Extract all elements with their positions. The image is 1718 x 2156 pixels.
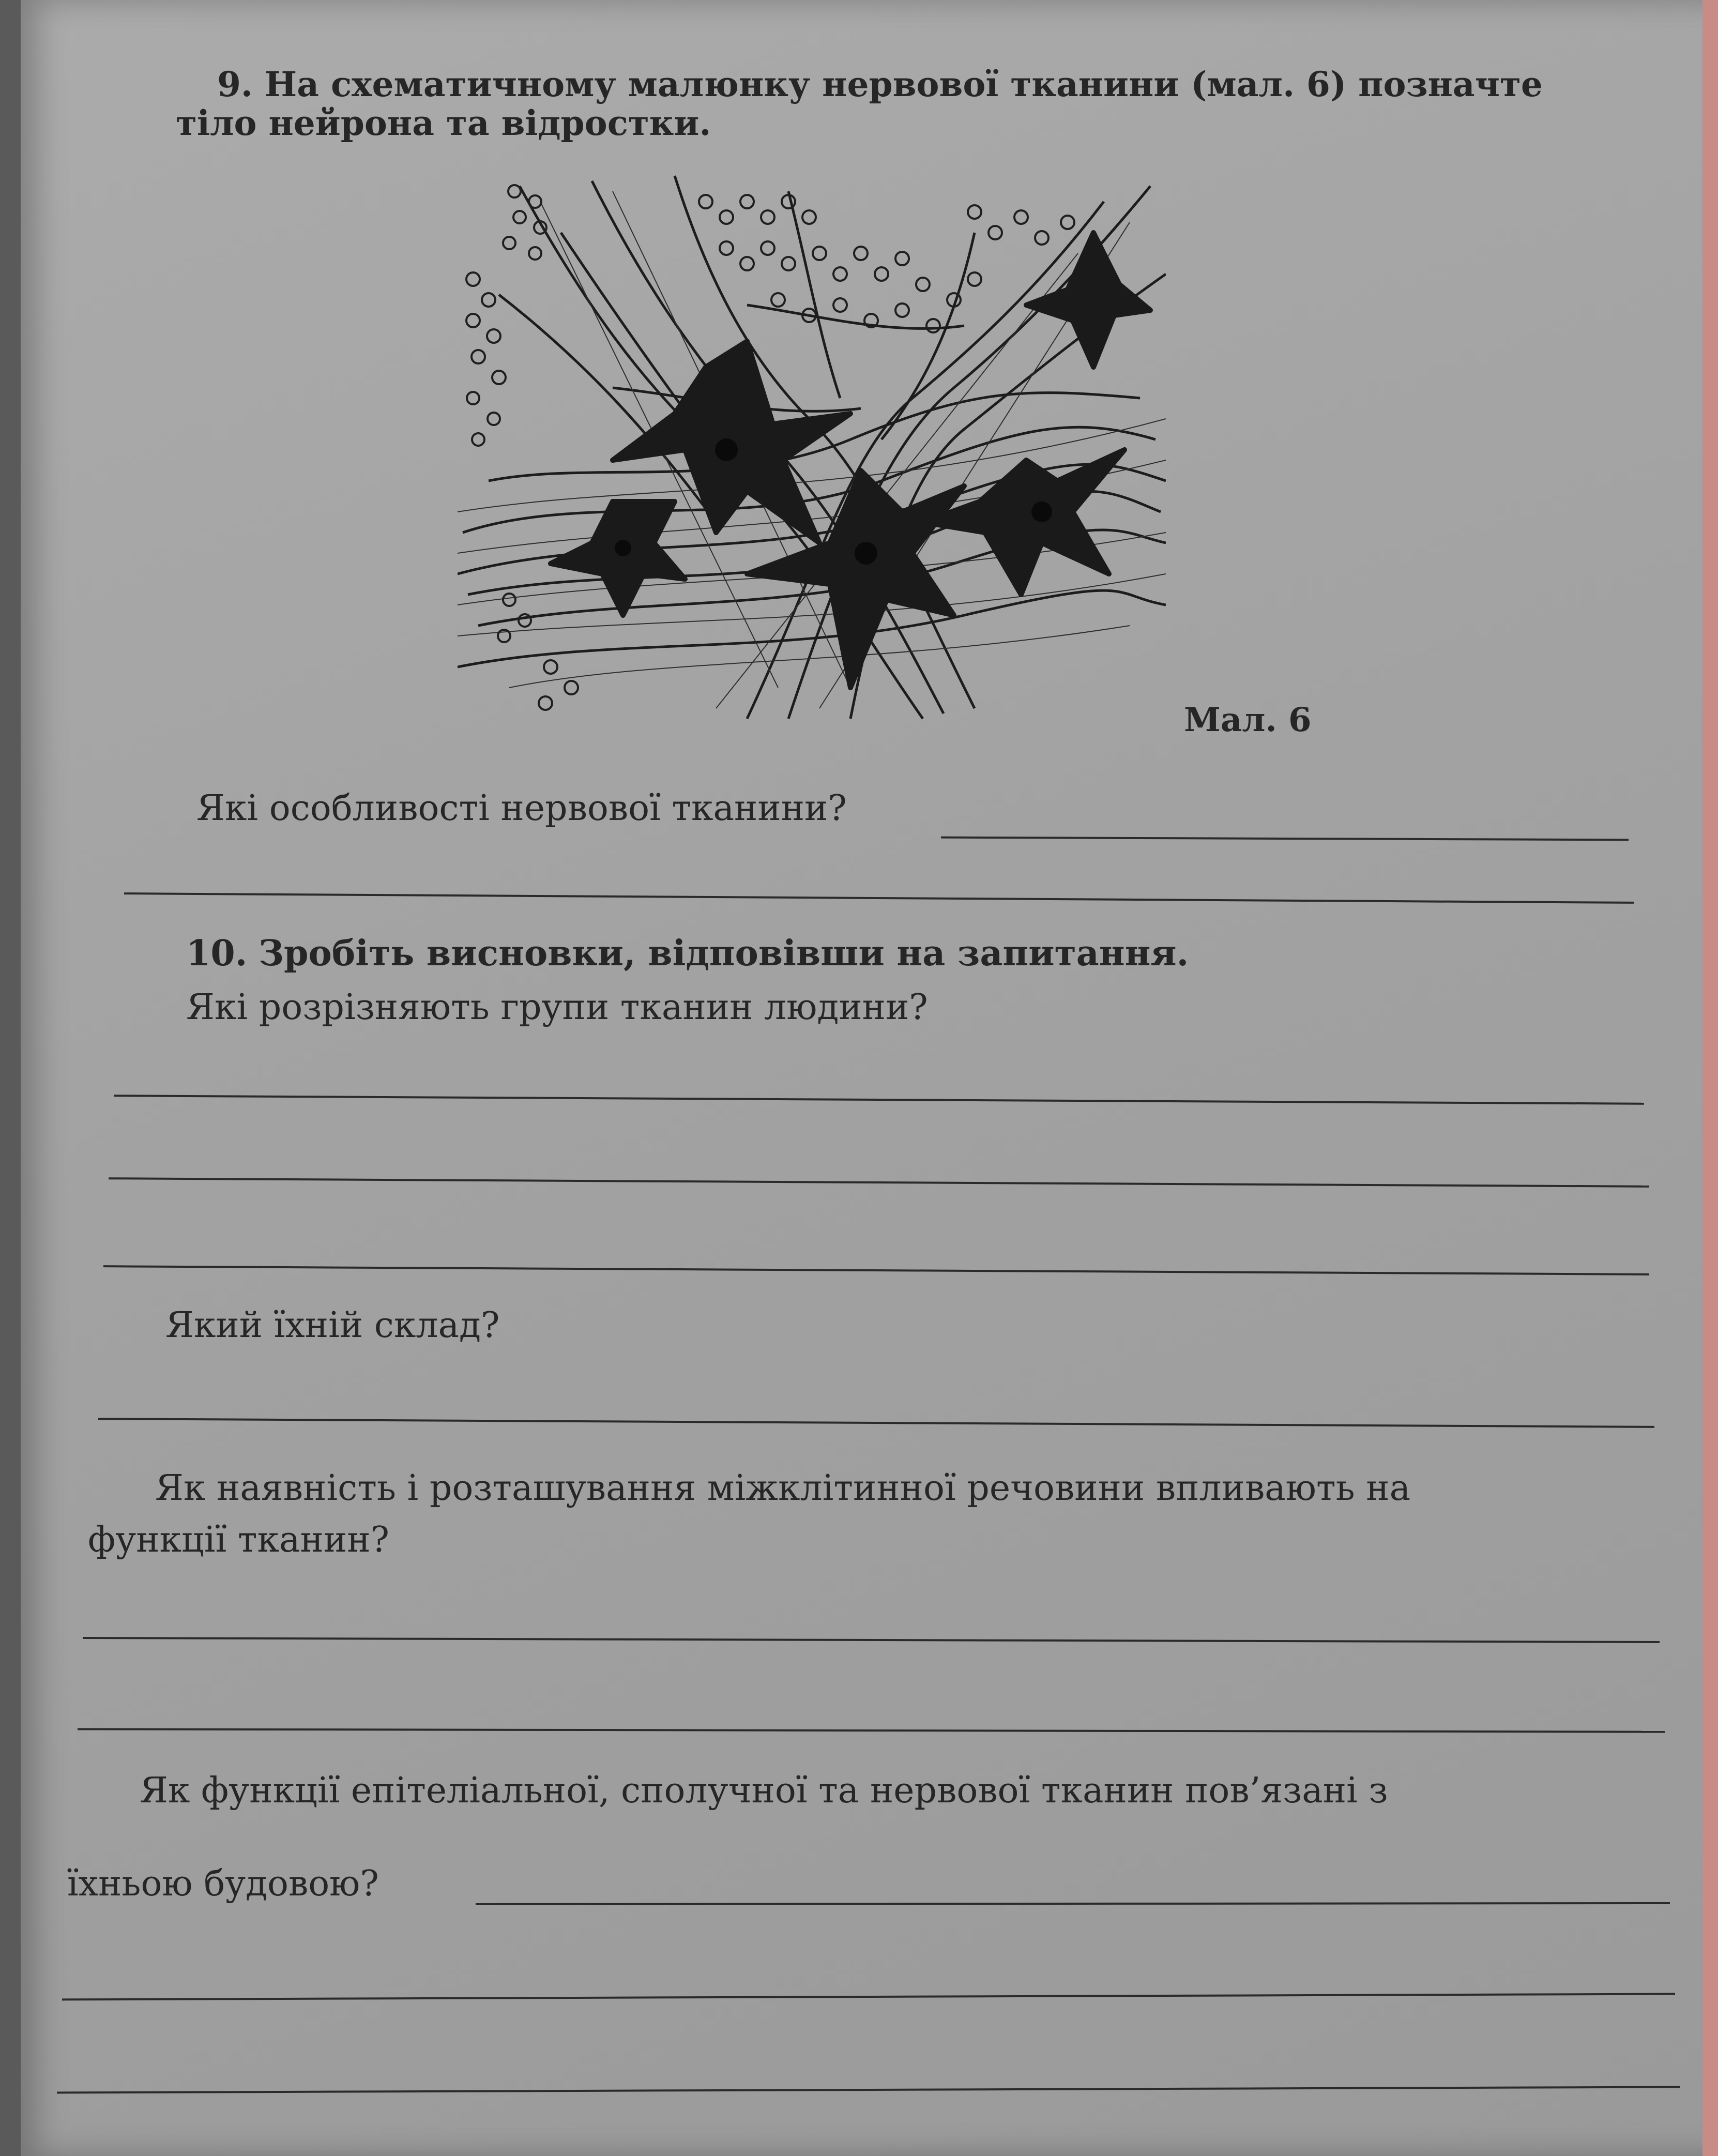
answer-line-composition[interactable] [98,1418,1654,1428]
page-edge [1702,0,1718,2156]
neuron-bodies [551,233,1150,688]
answer-line-groups-3[interactable] [103,1265,1649,1276]
question-functions-line2: їхньою будовою? [67,1863,379,1904]
task9-line1 [217,64,1543,104]
answer-line-features-2[interactable] [124,892,1634,904]
question-features: Які особливості нервової тканини? [196,788,847,829]
answer-line-groups-2[interactable] [109,1177,1649,1188]
question-intercellular-line1: Як наявність і розташування міжклітинної речовини впливають на [155,1468,1411,1509]
task10-text: Зробіть висновки, відповівши на запитання. [258,933,1189,974]
answer-line-features-1[interactable] [941,837,1629,841]
workbook-page [21,0,1718,2156]
figure-caption: Мал. 6 [1184,701,1312,739]
answer-line-functions-1[interactable] [476,1902,1670,1905]
task9-number: 9. [217,64,253,104]
answer-line-functions-2[interactable] [62,1993,1675,2001]
task9-text1: На схематичному малюнку нервової тканини (мал. 6) позначте [264,64,1543,104]
question-composition: Який їхній склад? [165,1305,500,1346]
question-functions-line1: Як функції епітеліальної, сполучної та нервової тканин пов’язані з [140,1770,1388,1811]
answer-line-intercellular-2[interactable] [78,1728,1665,1733]
answer-line-functions-3[interactable] [57,2086,1680,2094]
question-intercellular-line2: функції тканин? [88,1520,389,1560]
task10-number: 10. [186,933,248,974]
thin-fibers [458,191,1166,708]
question-tissue-groups: Які розрізняють групи тканин людини? [186,987,928,1028]
answer-line-groups-1[interactable] [114,1095,1644,1104]
answer-line-intercellular-1[interactable] [83,1637,1660,1643]
nerve-tissue-figure [458,171,1166,724]
task10-title [186,933,1189,974]
task9-line2: тіло нейрона та відростки. [176,103,711,143]
fiber-strands [458,176,1166,719]
